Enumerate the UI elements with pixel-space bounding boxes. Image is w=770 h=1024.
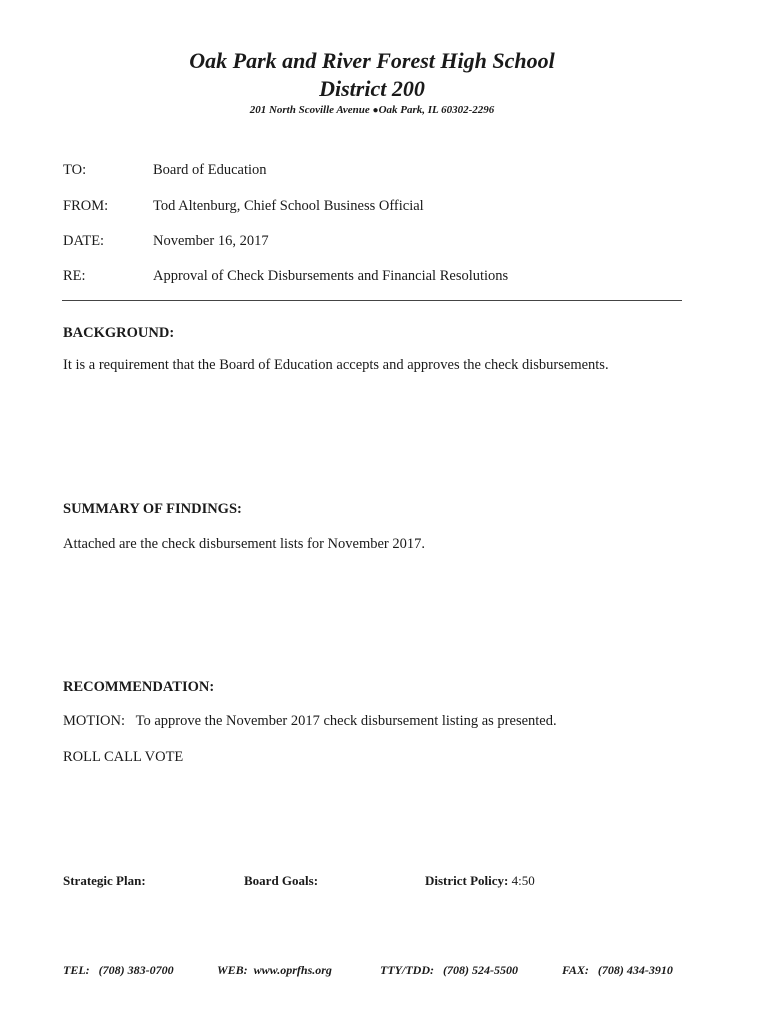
address-city: Oak Park, IL 60302-2296: [378, 104, 495, 116]
from-value: Tod Altenburg, Chief School Business Official: [153, 198, 424, 214]
roll-call-vote: ROLL CALL VOTE: [63, 749, 184, 765]
contact-tel: TEL: (708) 383-0700: [63, 963, 174, 977]
bullet-icon: ●: [372, 105, 379, 116]
school-name: Oak Park and River Forest High School: [189, 48, 555, 73]
background-heading: BACKGROUND:: [63, 325, 175, 341]
district-policy: [425, 873, 535, 889]
contact-fax: FAX: (708) 434-3910: [562, 963, 673, 977]
district-policy-value: 4:50: [511, 873, 535, 888]
recommendation-heading: RECOMMENDATION:: [63, 679, 215, 695]
to-label: TO:: [63, 162, 87, 178]
strategic-plan-label: Strategic Plan:: [63, 873, 146, 888]
contact-web: WEB: www.oprfhs.org: [217, 963, 332, 977]
re-value: Approval of Check Disbursements and Financial Resolutions: [153, 268, 509, 284]
date-value: November 16, 2017: [153, 233, 269, 249]
re-label: RE:: [63, 268, 86, 284]
address-street: 201 North Scoville Avenue: [249, 104, 370, 116]
contact-tty: TTY/TDD: (708) 524-5500: [380, 963, 518, 977]
to-value: Board of Education: [153, 162, 267, 178]
summary-heading: SUMMARY OF FINDINGS:: [63, 501, 242, 517]
district-name: District 200: [319, 76, 425, 101]
header-divider: [62, 300, 682, 301]
board-goals-label: Board Goals:: [244, 873, 319, 888]
motion-text: MOTION: To approve the November 2017 check disbursement listing as presented.: [63, 713, 557, 729]
from-label: FROM:: [63, 198, 109, 214]
background-text: It is a requirement that the Board of Education accepts and approves the check disbursements.: [63, 357, 609, 373]
school-address: [0, 103, 744, 118]
district-policy-label: District Policy:: [425, 873, 509, 888]
date-label: DATE:: [63, 233, 105, 249]
summary-text: Attached are the check disbursement lists for November 2017.: [63, 536, 425, 552]
